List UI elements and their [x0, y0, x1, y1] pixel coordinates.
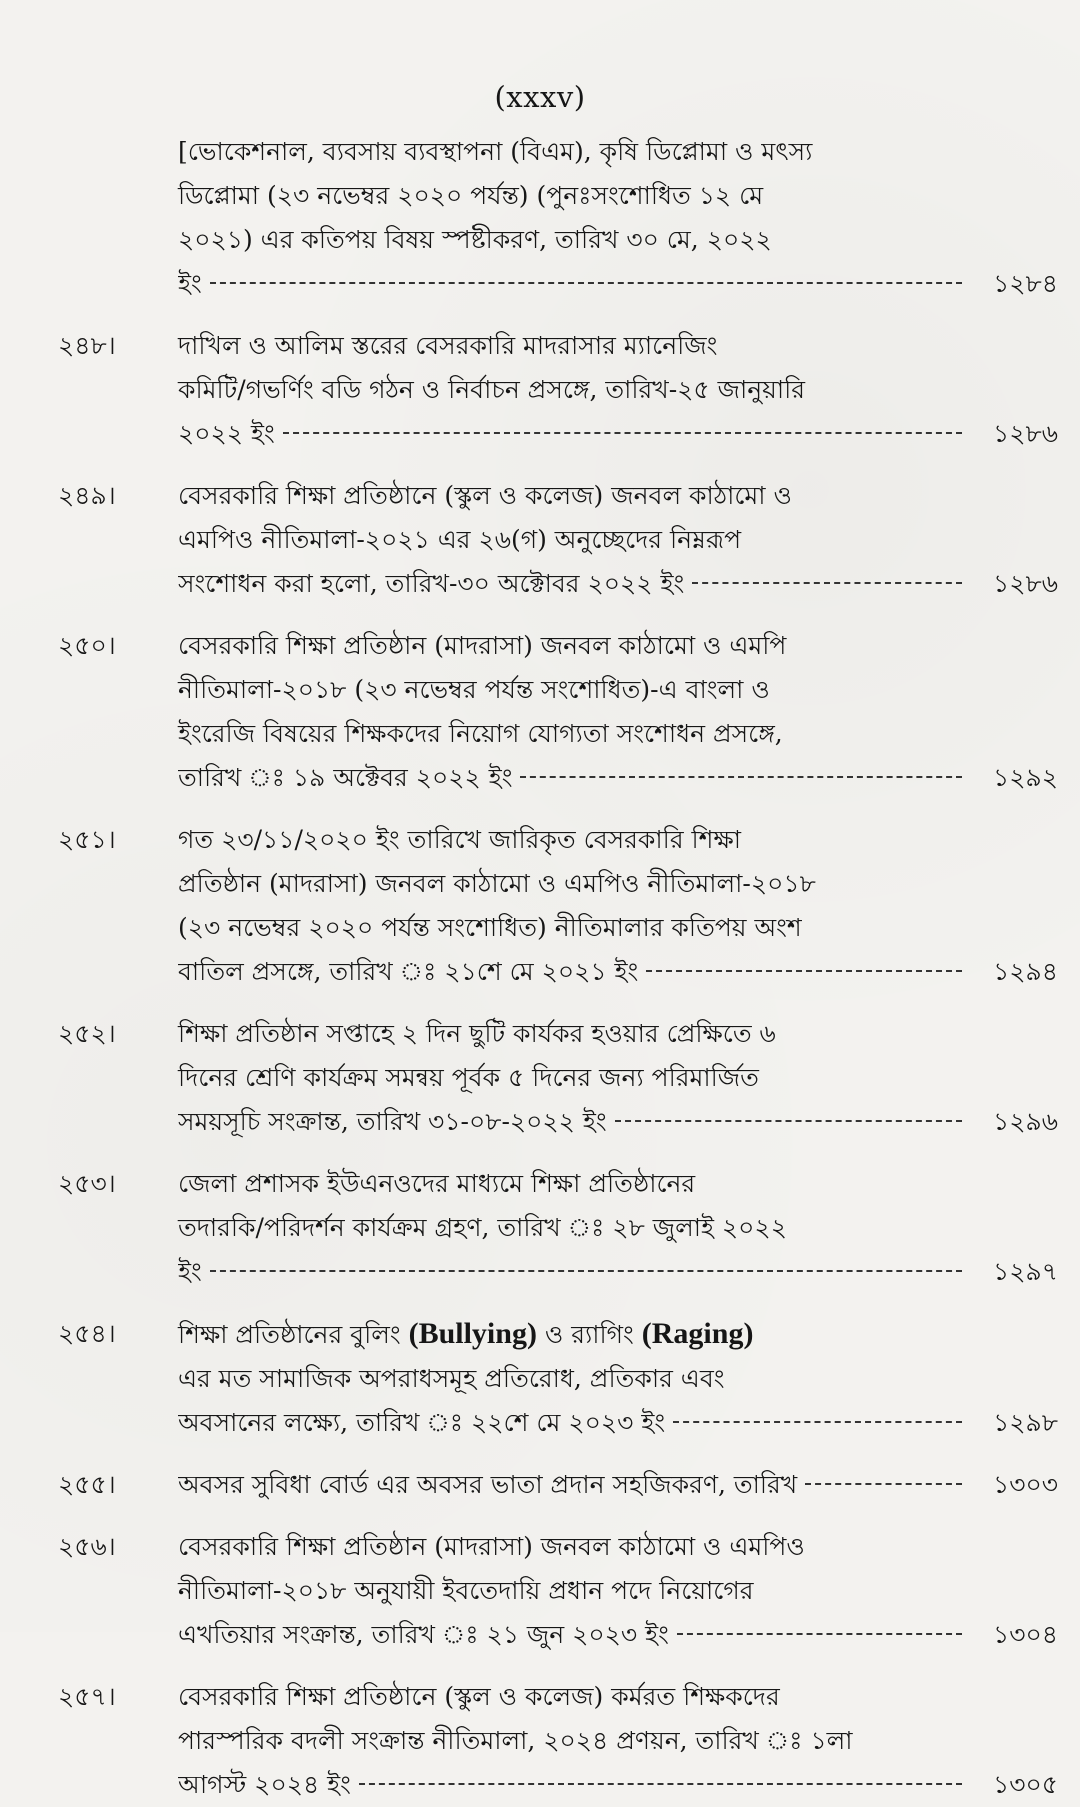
toc-entry-256 [58, 1525, 1080, 1657]
entry-text [178, 818, 966, 994]
dotted-leader [692, 582, 962, 584]
entry-line: দাখিল ও আলিম স্তরের বেসরকারি মাদরাসার ম্যানেজিং [178, 331, 718, 360]
entry-text [178, 1162, 966, 1294]
entry-final-line [178, 1613, 966, 1657]
entry-number: ২৫৬। [58, 1532, 116, 1561]
toc-entry-252 [58, 1012, 1080, 1144]
dotted-leader [283, 432, 962, 434]
entry-line: তদারকি/পরিদর্শন কার্যক্রম গ্রহণ, তারিখ ঃ ২৮ জুলাই ২০২২ [178, 1213, 787, 1242]
entry-page-number: ১২৮৬ [993, 419, 1058, 448]
entry-line: বেসরকারি শিক্ষা প্রতিষ্ঠান (মাদরাসা) জনবল কাঠামো ও এমপিও [178, 1532, 805, 1561]
entry-page-number: ১২৯৪ [993, 957, 1058, 986]
toc-entry-253 [58, 1162, 1080, 1294]
entry-line-end: সংশোধন করা হলো, তারিখ-৩০ অক্টোবর ২০২২ ইং [178, 569, 685, 598]
entry-text [178, 1525, 966, 1657]
entry-line: দিনের শ্রেণি কার্যক্রম সমন্বয় পূর্বক ৫ দিনের জন্য পরিমার্জিত [178, 1063, 759, 1092]
entry-text [178, 324, 966, 456]
entry-text [178, 1675, 966, 1807]
entry-line-end: তারিখ ঃ ১৯ অক্টেবর ২০২২ ইং [178, 763, 513, 792]
entry-line: বেসরকারি শিক্ষা প্রতিষ্ঠান (মাদরাসা) জনবল কাঠামো ও এমপি [178, 631, 787, 660]
entry-line: শিক্ষা প্রতিষ্ঠান সপ্তাহে ২ দিন ছুটি কার্যকর হওয়ার প্রেক্ষিতে ৬ [178, 1019, 776, 1048]
entry-number: ২৫০। [58, 631, 116, 660]
entry-text [178, 1312, 966, 1445]
entry-number: ২৪৮। [58, 331, 116, 360]
toc-entry-251 [58, 818, 1080, 994]
toc-entry-250 [58, 624, 1080, 800]
entry-number: ২৫৩। [58, 1169, 116, 1198]
entry-line: জেলা প্রশাসক ইউএনওদের মাধ্যমে শিক্ষা প্রতিষ্ঠানের [178, 1169, 696, 1198]
entry-line-mixed [178, 1312, 966, 1357]
entry-number: ২৪৯। [58, 481, 116, 510]
entry-text-part: ও র‍্যাগিং [544, 1320, 634, 1349]
entry-line: ডিপ্লোমা (২৩ নভেম্বর ২০২০ পর্যন্ত) (পুনঃসংশোধিত ১২ মে [178, 181, 764, 210]
entry-line: (২৩ নভেম্বর ২০২০ পর্যন্ত সংশোধিত) নীতিমালার কতিপয় অংশ [178, 913, 802, 942]
dotted-leader [673, 1421, 962, 1423]
entry-line-end: বাতিল প্রসঙ্গে, তারিখ ঃ ২১শে মে ২০২১ ইং [178, 957, 639, 986]
entry-final-line [178, 1250, 966, 1294]
entry-page-number: ১৩০৫ [993, 1770, 1058, 1799]
entry-line-end: ইং [178, 269, 202, 298]
toc-entry-continued [58, 130, 1080, 306]
entry-line: গত ২৩/১১/২০২০ ইং তারিখে জারিকৃত বেসরকারি শিক্ষা [178, 825, 741, 854]
entry-line: ইংরেজি বিষয়ের শিক্ষকদের নিয়োগ যোগ্যতা সংশোধন প্রসঙ্গে, [178, 719, 783, 748]
dotted-leader [520, 776, 962, 778]
dotted-leader [805, 1483, 962, 1485]
entry-number: ২৫২। [58, 1019, 116, 1048]
entry-line: নীতিমালা-২০১৮ অনুযায়ী ইবতেদায়ি প্রধান পদে নিয়োগের [178, 1576, 754, 1605]
entry-text [178, 1012, 966, 1144]
toc-entry-249 [58, 474, 1080, 606]
entry-line-end: এখতিয়ার সংক্রান্ত, তারিখ ঃ ২১ জুন ২০২৩ ইং [178, 1620, 669, 1649]
entry-final-line [178, 1100, 966, 1144]
entry-page-number: ১৩০৩ [993, 1470, 1058, 1499]
toc-entry-248 [58, 324, 1080, 456]
entry-line-end: আগস্ট ২০২৪ ইং [178, 1770, 351, 1799]
dotted-leader [359, 1783, 962, 1785]
entry-line: এমপিও নীতিমালা-২০২১ এর ২৬(গ) অনুচ্ছেদের নিম্নরূপ [178, 525, 742, 554]
dotted-leader [615, 1120, 962, 1122]
entry-line: বেসরকারি শিক্ষা প্রতিষ্ঠানে (স্কুল ও কলেজ) জনবল কাঠামো ও [178, 481, 792, 510]
entry-text [178, 130, 966, 306]
entry-page-number: ১২৯৮ [993, 1408, 1058, 1437]
entry-page-number: ১২৯৬ [993, 1107, 1058, 1136]
english-term-raging: (Raging) [641, 1317, 754, 1350]
entry-page-number: ১৩০৪ [993, 1620, 1058, 1649]
toc-entry-254 [58, 1312, 1080, 1445]
entry-line: কমিটি/গভর্ণিং বডি গঠন ও নির্বাচন প্রসঙ্গে, তারিখ-২৫ জানুয়ারি [178, 375, 805, 404]
entry-line: ২০২১) এর কতিপয় বিষয় স্পষ্টীকরণ, তারিখ ৩০ মে, ২০২২ [178, 225, 772, 254]
entry-number: ২৫৪। [58, 1319, 116, 1348]
entry-page-number: ১২৯৭ [993, 1257, 1058, 1286]
entry-final-line [178, 1763, 966, 1807]
toc-entry-255 [58, 1463, 1080, 1507]
entry-line: এর মত সামাজিক অপরাধসমূহ প্রতিরোধ, প্রতিকার এবং [178, 1364, 725, 1393]
entry-line: [ভোকেশনাল, ব্যবসায় ব্যবস্থাপনা (বিএম), কৃষি ডিপ্লোমা ও মৎস্য [178, 137, 813, 166]
entry-page-number: ১২৯২ [993, 763, 1058, 792]
entry-text [178, 474, 966, 606]
entry-line-end: ২০২২ ইং [178, 419, 275, 448]
entry-line: বেসরকারি শিক্ষা প্রতিষ্ঠানে (স্কুল ও কলেজ) কর্মরত শিক্ষকদের [178, 1682, 780, 1711]
dotted-leader [210, 282, 962, 284]
entry-number: ২৫৫। [58, 1470, 116, 1499]
entry-page-number: ১২৮৪ [993, 269, 1058, 298]
entry-line-end: সময়সূচি সংক্রান্ত, তারিখ ৩১-০৮-২০২২ ইং [178, 1107, 607, 1136]
entry-page-number: ১২৮৬ [993, 569, 1058, 598]
entry-text [178, 624, 966, 800]
english-term-bullying: (Bullying) [408, 1317, 537, 1350]
entry-final-line [178, 412, 966, 456]
entry-number: ২৫১। [58, 825, 116, 854]
entry-line-end: অবসানের লক্ষ্যে, তারিখ ঃ ২২শে মে ২০২৩ ইং [178, 1408, 666, 1437]
entry-final-line [178, 950, 966, 994]
entry-final-line [178, 756, 966, 800]
entry-line: নীতিমালা-২০১৮ (২৩ নভেম্বর পর্যন্ত সংশোধিত)-এ বাংলা ও [178, 675, 770, 704]
dotted-leader [646, 970, 962, 972]
entry-text-part: শিক্ষা প্রতিষ্ঠানের বুলিং [178, 1320, 401, 1349]
entry-final-line [178, 262, 966, 306]
dotted-leader [210, 1270, 962, 1272]
entry-line: পারস্পরিক বদলী সংক্রান্ত নীতিমালা, ২০২৪ প্রণয়ন, তারিখ ঃ ১লা [178, 1726, 853, 1755]
entry-text [178, 1463, 966, 1507]
dotted-leader [677, 1633, 962, 1635]
toc-entry-257 [58, 1675, 1080, 1807]
entry-line: প্রতিষ্ঠান (মাদরাসা) জনবল কাঠামো ও এমপিও নীতিমালা-২০১৮ [178, 869, 816, 898]
entry-final-line [178, 1401, 966, 1445]
entry-final-line [178, 562, 966, 606]
entry-final-line [178, 1463, 966, 1507]
entry-line-end: ইং [178, 1257, 202, 1286]
entry-line-end: অবসর সুবিধা বোর্ড এর অবসর ভাতা প্রদান সহজিকরণ, তারিখ [178, 1470, 798, 1499]
entry-number: ২৫৭। [58, 1682, 116, 1711]
page-header: (xxxv) [494, 80, 586, 114]
